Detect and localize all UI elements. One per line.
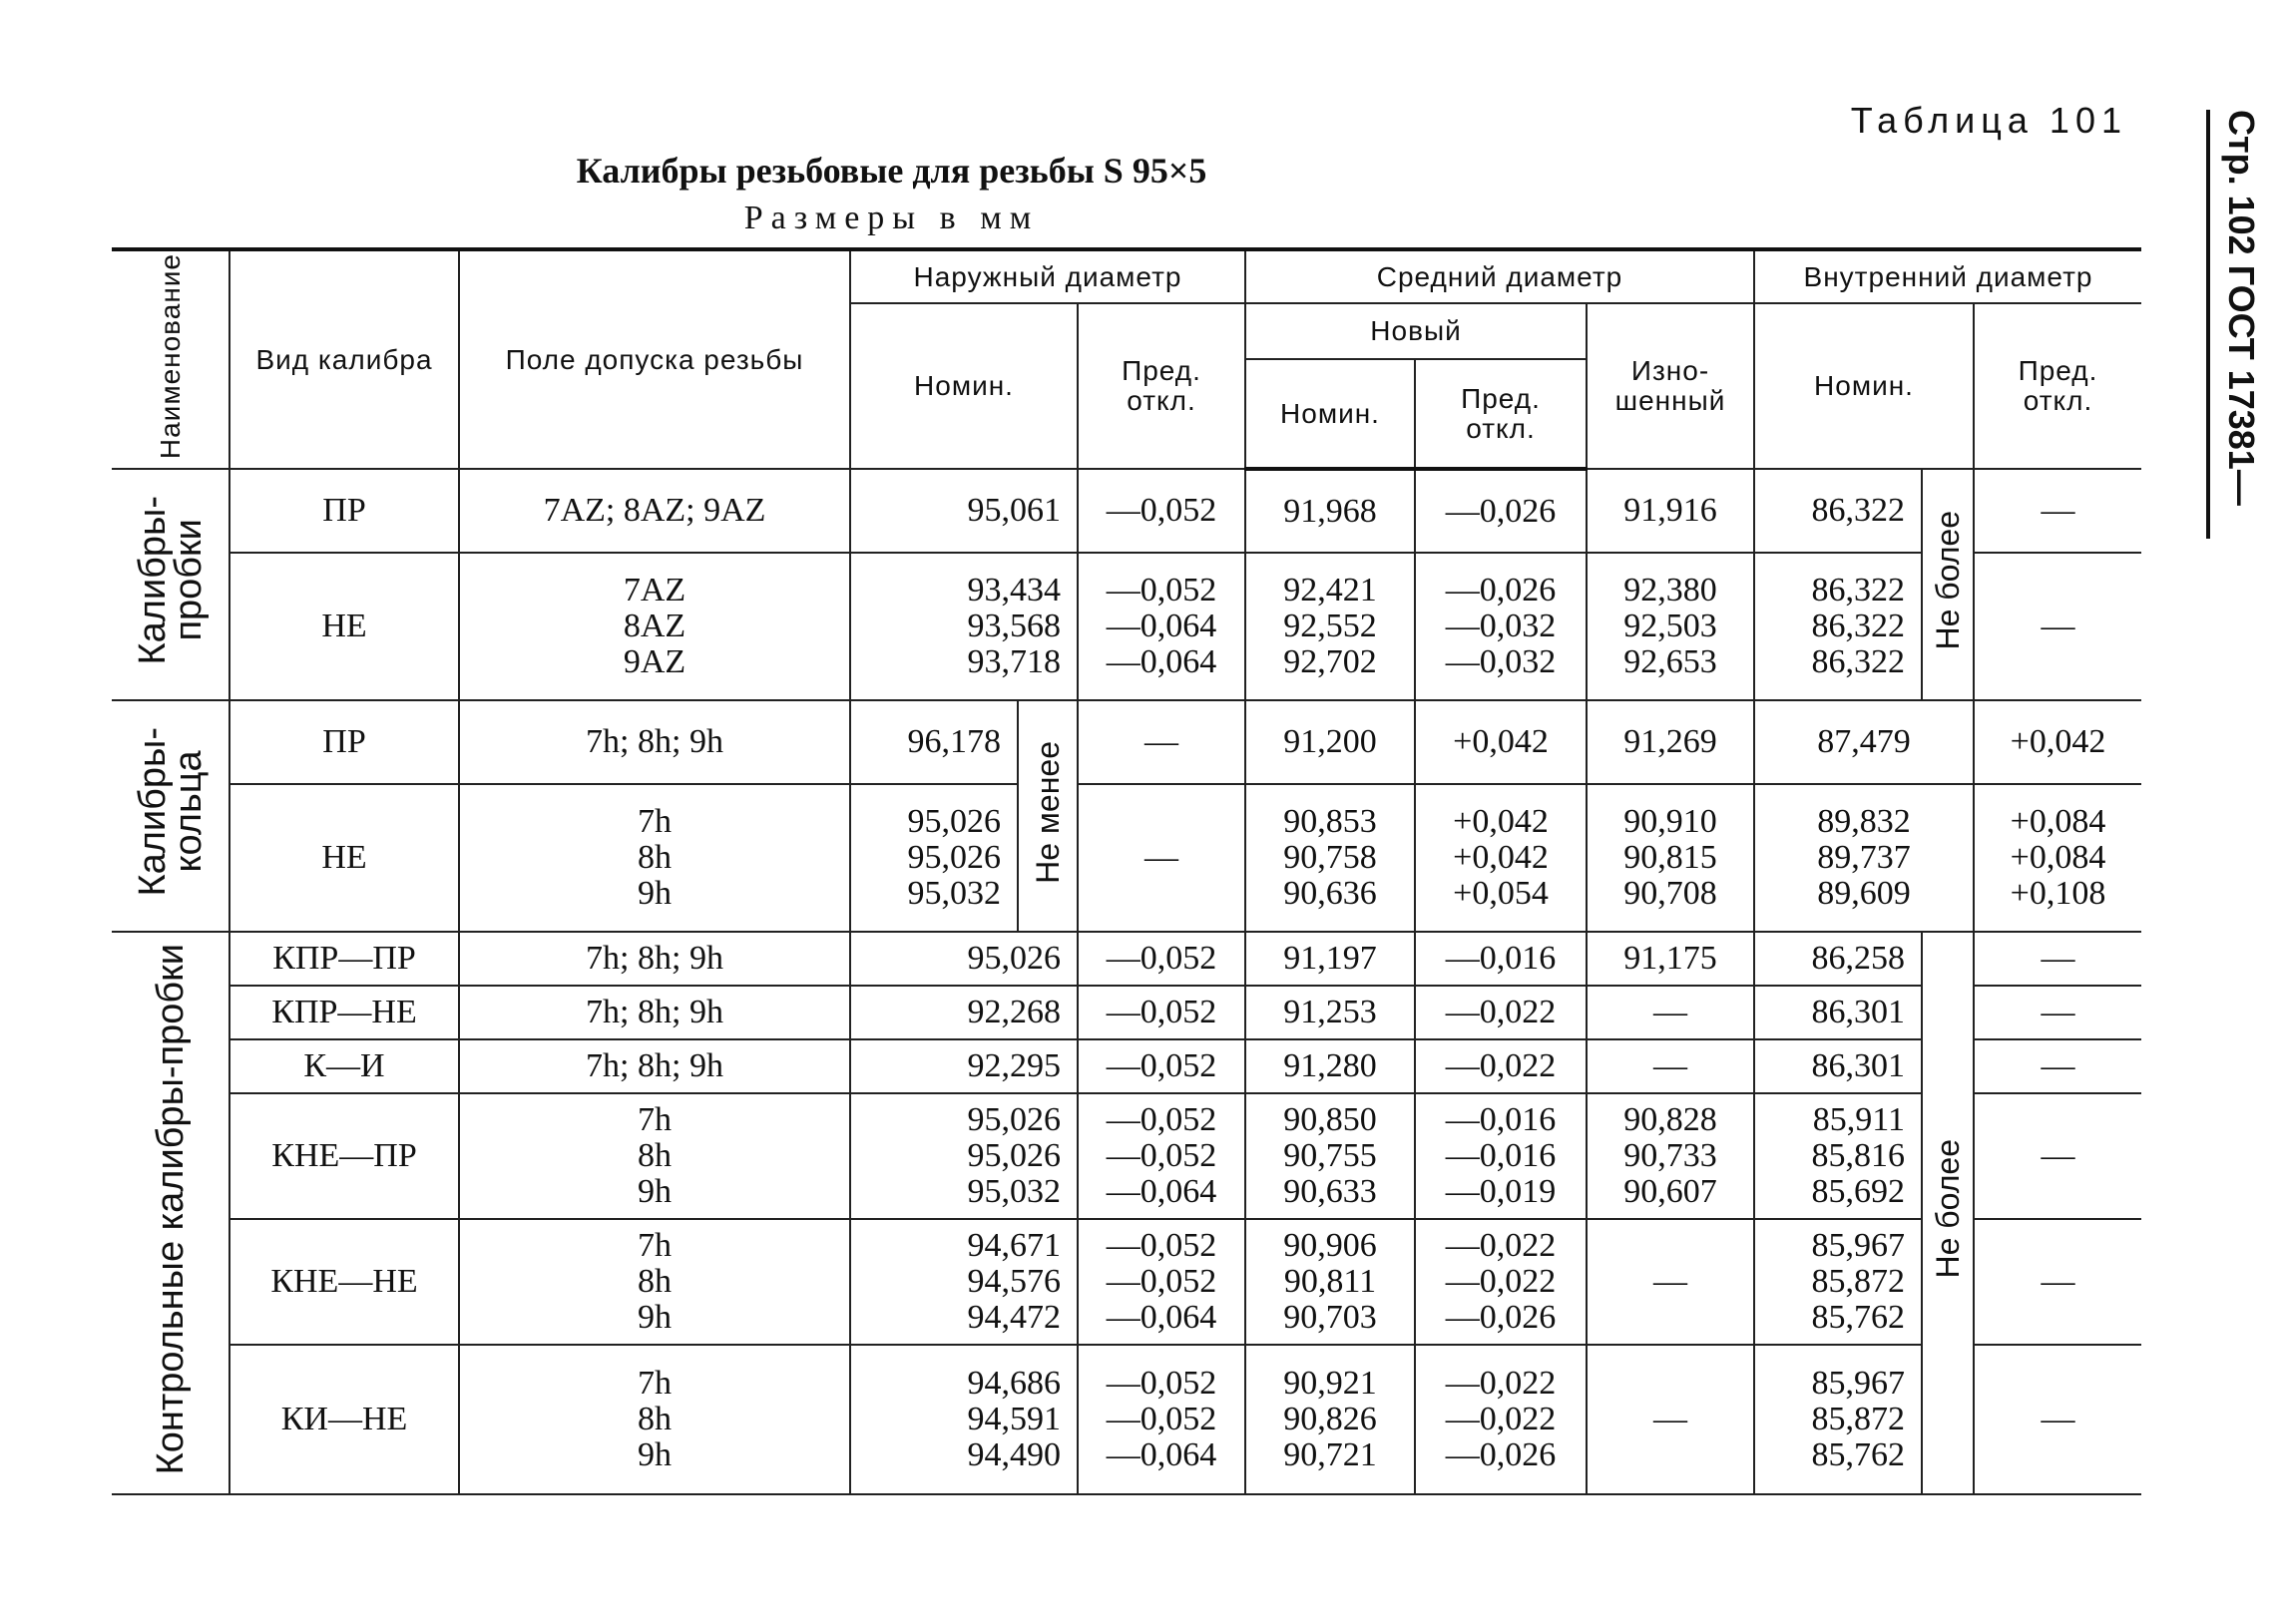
table-row: [112, 932, 2141, 986]
cell-outer-dev: —0,052: [1078, 1039, 1245, 1093]
cell-inner-nom: 86,322: [1754, 469, 1922, 553]
cell-outer-nom: 95,026 95,026 95,032: [850, 784, 1018, 932]
col-outer: Наружный диаметр: [850, 249, 1245, 303]
cell-inner-dev: —: [1974, 932, 2141, 986]
cell-field: 7h 8h 9h: [459, 784, 850, 932]
cell-inner-nom: 85,911 85,816 85,692: [1754, 1093, 1922, 1219]
cell-middle-nom: 91,280: [1245, 1039, 1415, 1093]
col-name: Наименование: [112, 249, 229, 469]
cell-kind: КИ—НЕ: [229, 1345, 459, 1494]
cell-worn: —: [1587, 1039, 1754, 1093]
cell-inner-nom: 86,258: [1754, 932, 1922, 986]
cell-inner-dev: —: [1974, 1093, 2141, 1219]
cell-middle-nom: 90,906 90,811 90,703: [1245, 1219, 1415, 1345]
table-row: [112, 469, 2141, 553]
cell-inner-nom: 89,832 89,737 89,609: [1754, 784, 1974, 932]
table-number: Таблица 101: [1850, 100, 2127, 141]
cell-outer-dev: —0,052 —0,052 —0,064: [1078, 1093, 1245, 1219]
cell-outer-dev: —0,052 —0,052 —0,064: [1078, 1219, 1245, 1345]
col-outer-nom: Номин.: [850, 303, 1078, 469]
cell-worn: 90,910 90,815 90,708: [1587, 784, 1754, 932]
cell-worn: —: [1587, 1219, 1754, 1345]
cell-outer-dev: —: [1078, 700, 1245, 784]
cell-inner-nom: 87,479: [1754, 700, 1974, 784]
cell-kind: КПР—ПР: [229, 932, 459, 986]
cell-outer-dev: —0,052 —0,052 —0,064: [1078, 1345, 1245, 1494]
cell-middle-dev: —0,022 —0,022 —0,026: [1415, 1345, 1587, 1494]
cell-inner-nom: 85,967 85,872 85,762: [1754, 1345, 1922, 1494]
cell-outer-dev: —0,052: [1078, 469, 1245, 553]
cell-middle-dev: —0,016 —0,016 —0,019: [1415, 1093, 1587, 1219]
cell-middle-nom: 90,850 90,755 90,633: [1245, 1093, 1415, 1219]
cell-inner-nom: 85,967 85,872 85,762: [1754, 1219, 1922, 1345]
table-row: [112, 700, 2141, 784]
col-inner-nom: Номин.: [1754, 303, 1974, 469]
cell-inner-dev: +0,042: [1974, 700, 2141, 784]
cell-worn: —: [1587, 986, 1754, 1039]
cell-inner-dev: —: [1974, 1039, 2141, 1093]
page-side-label: Стр. 102 ГОСТ 17381—: [2221, 110, 2262, 506]
cell-field: 7h; 8h; 9h: [459, 932, 850, 986]
cell-outer-nom: 92,295: [850, 1039, 1078, 1093]
cell-worn: 91,269: [1587, 700, 1754, 784]
cell-outer-dev: —0,052: [1078, 986, 1245, 1039]
cell-middle-dev: —0,016: [1415, 932, 1587, 986]
cell-inner-dev: —: [1974, 1345, 2141, 1494]
cell-outer-nom: 94,686 94,591 94,490: [850, 1345, 1078, 1494]
cell-outer-nom: 95,061: [850, 469, 1078, 553]
cell-middle-dev: —0,022: [1415, 1039, 1587, 1093]
cell-field: 7h; 8h; 9h: [459, 1039, 850, 1093]
cell-middle-nom: 92,421 92,552 92,702: [1245, 553, 1415, 700]
col-new: Новый: [1245, 303, 1587, 359]
col-inner: Внутренний диаметр: [1754, 249, 2141, 303]
cell-outer-nom: 93,434 93,568 93,718: [850, 553, 1078, 700]
cell-kind: ПР: [229, 469, 459, 553]
gauge-table: [112, 247, 2141, 1495]
cell-outer-nom: 95,026: [850, 932, 1078, 986]
cell-worn: —: [1587, 1345, 1754, 1494]
col-worn: Изно- шенный: [1587, 303, 1754, 469]
col-middle-dev: Пред. откл.: [1415, 359, 1587, 469]
cell-field: 7AZ 8AZ 9AZ: [459, 553, 850, 700]
cell-kind: КНЕ—НЕ: [229, 1219, 459, 1345]
cell-field: 7h; 8h; 9h: [459, 986, 850, 1039]
cell-field: 7h 8h 9h: [459, 1219, 850, 1345]
side-rule: [2206, 110, 2210, 539]
cell-inner-dev: —: [1974, 986, 2141, 1039]
cell-middle-nom: 91,253: [1245, 986, 1415, 1039]
cell-middle-dev: —0,026 —0,032 —0,032: [1415, 553, 1587, 700]
col-outer-dev: Пред. откл.: [1078, 303, 1245, 469]
cell-inner-dev: —: [1974, 1219, 2141, 1345]
table-title: Калибры резьбовые для резьбы S 95×5: [576, 151, 1207, 191]
cell-inner-nom: 86,322 86,322 86,322: [1754, 553, 1922, 700]
group-plugs: Калибры- пробки: [112, 469, 229, 700]
note-inner-not-more-1: Не более: [1922, 469, 1974, 700]
cell-inner-dev: —: [1974, 469, 2141, 553]
col-field: Поле допуска резьбы: [459, 249, 850, 469]
cell-middle-nom: 91,200: [1245, 700, 1415, 784]
cell-outer-dev: —0,052 —0,064 —0,064: [1078, 553, 1245, 700]
cell-middle-dev: —0,022 —0,022 —0,026: [1415, 1219, 1587, 1345]
table-row: [112, 553, 2141, 700]
table-row: [112, 986, 2141, 1039]
table-row: [112, 1219, 2141, 1345]
cell-middle-dev: —0,026: [1415, 469, 1587, 553]
table-row: [112, 1093, 2141, 1219]
cell-field: 7h 8h 9h: [459, 1093, 850, 1219]
cell-outer-nom: 92,268: [850, 986, 1078, 1039]
cell-kind: НЕ: [229, 553, 459, 700]
cell-kind: ПР: [229, 700, 459, 784]
cell-outer-nom: 95,026 95,026 95,032: [850, 1093, 1078, 1219]
group-rings: Калибры- кольца: [112, 700, 229, 932]
cell-outer-nom: 96,178: [850, 700, 1018, 784]
table-row: [112, 1039, 2141, 1093]
cell-inner-dev: —: [1974, 553, 2141, 700]
table-row: [112, 784, 2141, 932]
cell-inner-dev: +0,084 +0,084 +0,108: [1974, 784, 2141, 932]
col-middle-nom: Номин.: [1245, 359, 1415, 469]
cell-kind: КПР—НЕ: [229, 986, 459, 1039]
cell-middle-nom: 90,921 90,826 90,721: [1245, 1345, 1415, 1494]
col-kind: Вид калибра: [229, 249, 459, 469]
cell-middle-dev: +0,042: [1415, 700, 1587, 784]
cell-kind: НЕ: [229, 784, 459, 932]
group-control: Контрольные калибры-пробки: [112, 932, 229, 1494]
note-outer-not-less: Не менее: [1018, 700, 1078, 932]
cell-worn: 91,916: [1587, 469, 1754, 553]
cell-field: 7AZ; 8AZ; 9AZ: [459, 469, 850, 553]
cell-inner-nom: 86,301: [1754, 986, 1922, 1039]
cell-outer-dev: —: [1078, 784, 1245, 932]
cell-outer-nom: 94,671 94,576 94,472: [850, 1219, 1078, 1345]
cell-field: 7h 8h 9h: [459, 1345, 850, 1494]
table-row: [112, 1345, 2141, 1494]
units-caption: Размеры в мм: [743, 200, 1040, 236]
cell-kind: К—И: [229, 1039, 459, 1093]
cell-kind: КНЕ—ПР: [229, 1093, 459, 1219]
cell-field: 7h; 8h; 9h: [459, 700, 850, 784]
cell-middle-dev: +0,042 +0,042 +0,054: [1415, 784, 1587, 932]
cell-middle-dev: —0,022: [1415, 986, 1587, 1039]
col-middle: Средний диаметр: [1245, 249, 1754, 303]
cell-middle-nom: 90,853 90,758 90,636: [1245, 784, 1415, 932]
note-inner-not-more-2: Не более: [1922, 932, 1974, 1494]
cell-worn: 90,828 90,733 90,607: [1587, 1093, 1754, 1219]
col-inner-dev: Пред. откл.: [1974, 303, 2141, 469]
cell-worn: 91,175: [1587, 932, 1754, 986]
cell-inner-nom: 86,301: [1754, 1039, 1922, 1093]
cell-outer-dev: —0,052: [1078, 932, 1245, 986]
cell-worn: 92,380 92,503 92,653: [1587, 553, 1754, 700]
cell-middle-nom: 91,968: [1245, 469, 1415, 553]
cell-middle-nom: 91,197: [1245, 932, 1415, 986]
